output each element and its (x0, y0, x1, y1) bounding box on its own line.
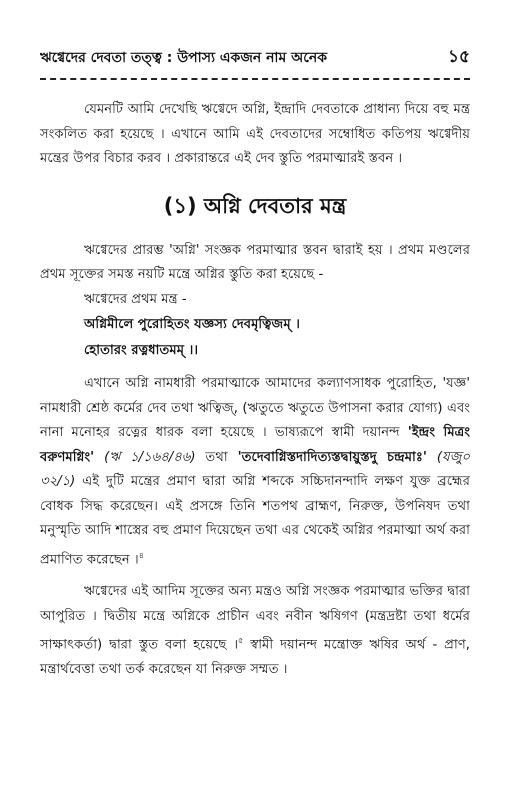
paragraph-3 (40, 372, 470, 572)
section-heading: (১) অগ্নি দেবতার মন্ত্র (163, 193, 347, 218)
header-title: ঋগ্বেদের দেবতা তত্ত্ব : উপাস্য একজন নাম অনেক (40, 50, 328, 66)
para3-text-a: এখানে অগ্নি নামধারী পরমাত্মাকে আমাদের কল্যাণসাধক পুরোহিত, 'যজ্ঞ' নামধারী শ্রেষ্ঠ কর্মের দেব তথা ঋত্বিজ্, (ঋতুতে ঋতুতে উপাসনা করার যোগ্য) এবং নানা মনোহর রত্নের ধারক বলা হয়েছে । ভাষ্যরূপে স্বামী দয়ানন্দ (40, 376, 470, 440)
paragraph-1: ঋগ্বেদের প্রারম্ভ 'অগ্নি' সংজ্ঞক পরমাত্মার স্তবন দ্বারাই হয় । প্রথম মণ্ডলের প্রথম সূক্তের সমস্ত নয়টি মন্ত্রে অগ্নির স্তুতি করা হয়েছে - (40, 242, 470, 282)
footnote-marker-5: ৫ (238, 636, 244, 646)
paragraph-2: ঋগ্বেদের প্রথম মন্ত্র - (84, 291, 187, 307)
para3-ref-2: (যজু০ ৩২/১) (40, 449, 470, 489)
header-rule (40, 78, 470, 80)
intro-paragraph: যেমনটি আমি দেখেছি ঋগ্বেদে অগ্নি, ইন্দ্রাদি দেবতাকে প্রাধান্য দিয়ে বহু মন্ত্র সংকলিত করা হয়েছে । এখানে আমি এই দেবতাদের সম্বোধিত কতিপয় ঋগ্বেদীয় মন্ত্রের উপর বিচার করব । প্রকারান্তরে এই দেব স্তুতি পরমাত্মারই স্তবন । (40, 102, 470, 166)
para3-text-c: এই দুটি মন্ত্রের প্রমাণ দ্বারা অগ্নি শব্দকে সচ্চিদানন্দাদি লক্ষণ যুক্ত ব্রহ্মের বোধক সিদ্ধ করেছেন। এই প্রসঙ্গে তিনি শতপথ ব্রাহ্মণ, নিরুক্ত, উপনিষদ তথা মনুস্মৃতি আদি শাস্ত্রের বহু প্রমাণ দিয়েছেন তথা এর থেকেই অগ্নির পরমাত্মা অর্থ করা প্রমাণিত করেছেন । (40, 474, 470, 567)
para3-text-b: তথা (205, 449, 238, 465)
running-header (40, 44, 470, 72)
para3-quote-2: 'তদেবাগ্নিস্তদাদিত্যস্তদ্বায়ুস্তদু চন্দ্রমাঃ' (237, 449, 427, 465)
para3-quote-1: 'ইন্দ্রং মিত্রং বরুণমগ্নিং' (40, 425, 471, 465)
page-number: ১৫ (447, 47, 470, 67)
footnote-marker-4: ৪ (138, 550, 144, 560)
para4-text-a: ঋগ্বেদের এই আদিম সূক্তের অন্য মন্ত্রও অগ্নি সংজ্ঞক পরমাত্মার ভক্তির দ্বারা আপুরিত । দ্বিতীয় মন্ত্রে অগ্নিকে প্রাচীন এবং নবীন ঋষিগণ (মন্ত্রদ্রষ্টা তথা ধর্মের সাক্ষাৎকর্তা) দ্বারা স্তুত বলা হয়েছে । (40, 584, 470, 653)
mantra-line-1: অগ্নিমীলে পুরোহিতং যজ্ঞস্য দেবমৃত্বিজম্ । (84, 317, 300, 332)
mantra-line-2: হোতারং রত্নধাতমম্ ।। (84, 343, 199, 358)
para4-text-b: স্বামী দয়ানন্দ মন্ত্রোক্ত ঋষির অর্থ - প্রাণ, মন্ত্রার্থবেত্তা তথা তর্ক করেছেন যা নিরুক্ত সম্মত । (40, 637, 470, 678)
para3-ref-1: (ঋ ১/১৬৪/৪৬) (94, 449, 206, 465)
paragraph-4 (40, 580, 470, 682)
